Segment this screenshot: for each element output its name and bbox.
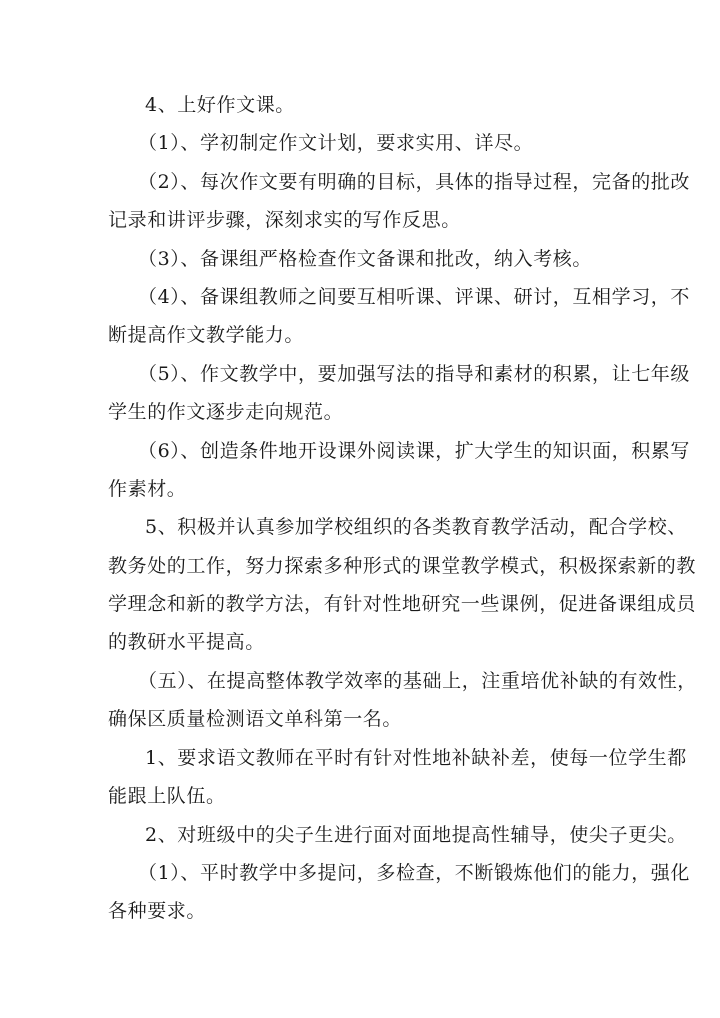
paragraph-item-4-5: （5）、作文教学中，要加强写法的指导和素材的积累，让七年级: [138, 363, 690, 385]
section-heading-5-cont: 确保区质量检测语文单科第一名。: [108, 708, 403, 730]
paragraph-item-s5-1-cont: 能跟上队伍。: [108, 785, 226, 807]
paragraph-item-s5-2: 2、对班级中的尖子生进行面对面地提高性辅导，使尖子更尖。: [145, 824, 687, 846]
paragraph-item-5-cont-1: 教务处的工作，努力探索多种形式的课堂教学模式，积极探索新的教: [108, 555, 697, 577]
paragraph-item-5: 5、积极并认真参加学校组织的各类教育教学活动，配合学校、: [145, 516, 687, 538]
paragraph-item-4-3: （3）、备课组严格检查作文备课和批改，纳入考核。: [138, 248, 592, 270]
paragraph-item-s5-2-1: （1）、平时教学中多提问，多检查，不断锻炼他们的能力，强化: [138, 862, 690, 884]
heading-item-4: 4、上好作文课。: [145, 94, 295, 116]
section-heading-5: （五）、在提高整体教学效率的基础上，注重培优补缺的有效性，: [138, 670, 697, 692]
paragraph-item-s5-1: 1、要求语文教师在平时有针对性地补缺补差，使每一位学生都: [145, 747, 687, 769]
paragraph-item-4-1: （1）、学初制定作文计划，要求实用、详尽。: [138, 132, 534, 154]
paragraph-item-4-4-cont: 断提高作文教学能力。: [108, 324, 305, 346]
paragraph-item-4-6-cont: 作素材。: [108, 478, 187, 500]
paragraph-item-s5-2-1-cont: 各种要求。: [108, 900, 207, 922]
paragraph-item-4-4: （4）、备课组教师之间要互相听课、评课、研讨，互相学习，不: [138, 286, 690, 308]
paragraph-item-4-2-cont: 记录和讲评步骤，深刻求实的写作反思。: [108, 209, 461, 231]
paragraph-item-4-6: （6）、创造条件地开设课外阅读课，扩大学生的知识面，积累写: [138, 440, 690, 462]
paragraph-item-4-2: （2）、每次作文要有明确的目标，具体的指导过程，完备的批改: [138, 171, 690, 193]
paragraph-item-4-5-cont: 学生的作文逐步走向规范。: [108, 401, 344, 423]
paragraph-item-5-cont-3: 的教研水平提高。: [108, 631, 265, 653]
paragraph-item-5-cont-2: 学理念和新的教学方法，有针对性地研究一些课例，促进备课组成员: [108, 593, 697, 615]
